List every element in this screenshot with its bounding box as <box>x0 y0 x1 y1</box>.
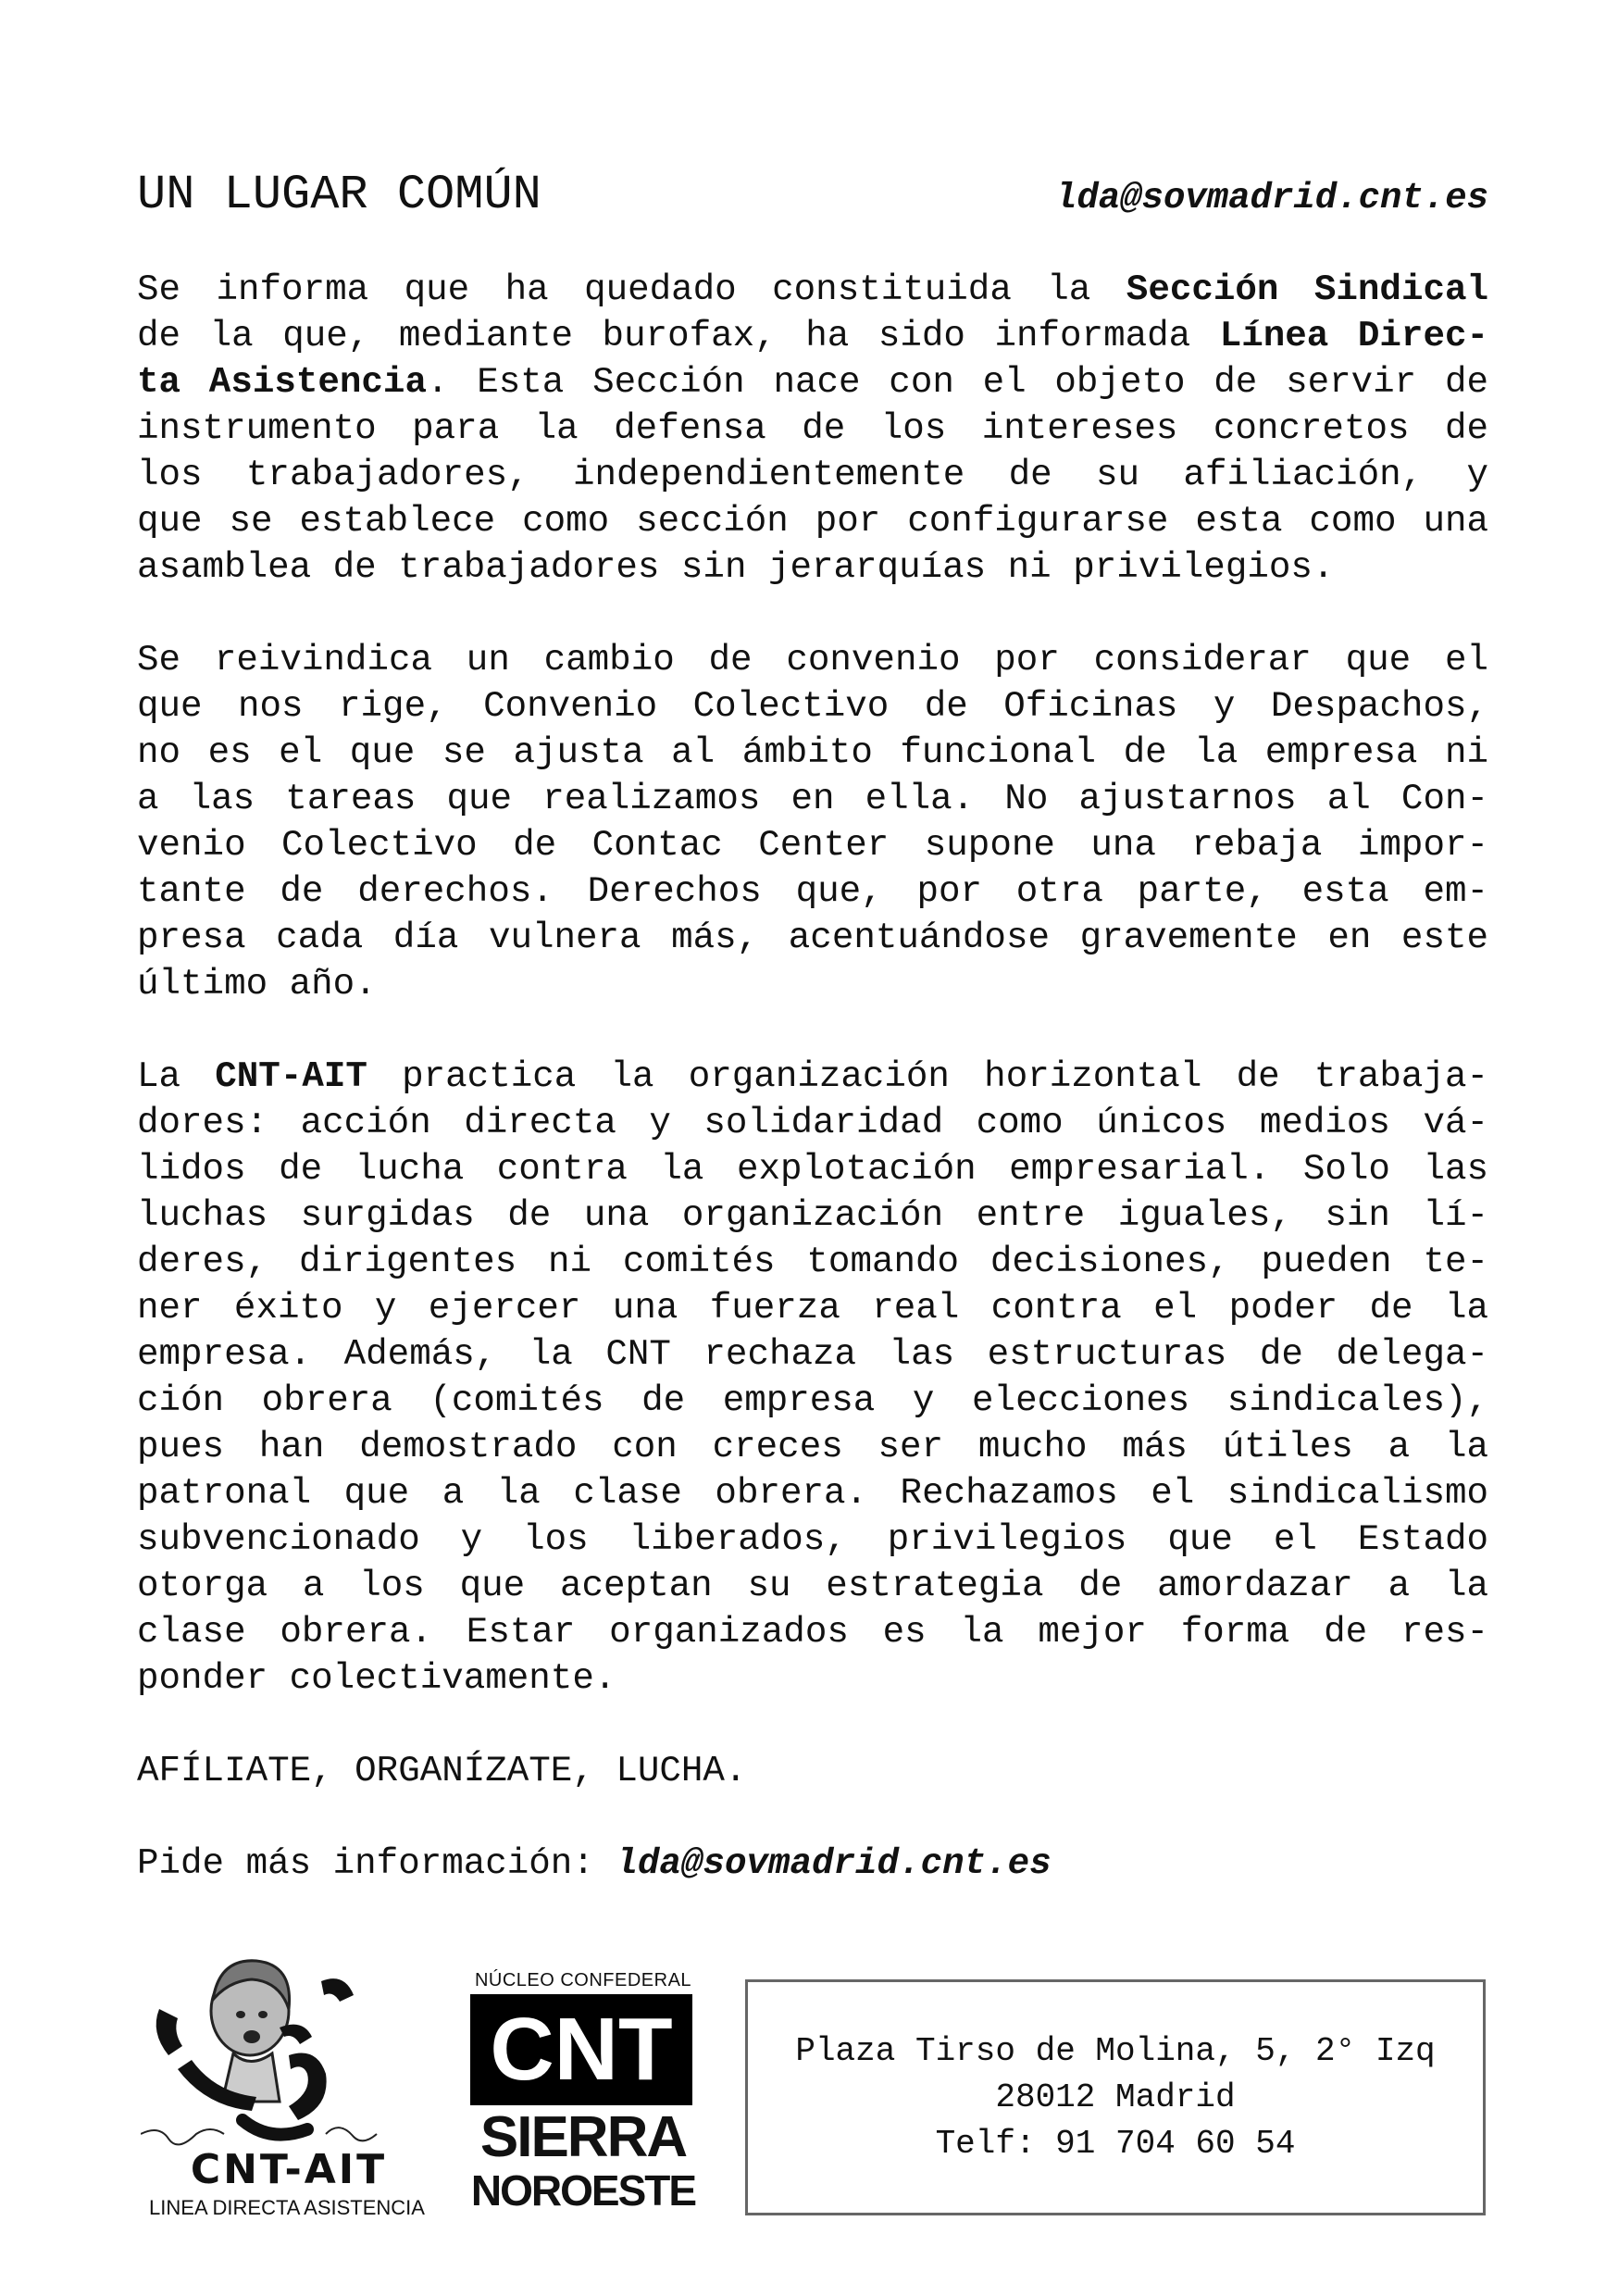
text-line <box>137 1609 1488 1655</box>
text-line <box>137 544 1488 591</box>
text-line <box>137 915 1488 961</box>
address-line2: 28012 Madrid <box>995 2078 1236 2116</box>
cnt-sierra-logo-mark-text: CNT <box>490 2000 673 2099</box>
text-segment: lidos de lucha contra la explotación empresarial. Solo las <box>137 1148 1488 1190</box>
text-line <box>137 730 1488 776</box>
text-line <box>137 1378 1488 1424</box>
cnt-sierra-logo-line2: NOROESTE <box>470 2166 696 2215</box>
cnt-sierra-logo-top: NÚCLEO CONFEDERAL <box>474 1970 692 1990</box>
text-segment: que se establece como sección por configurarse esta como una <box>137 500 1488 542</box>
text-segment: último año. <box>137 963 377 1004</box>
text-segment: venio Colectivo de Contac Center supone una rebaja impor- <box>137 824 1488 866</box>
text-segment: ner éxito y ejercer una fuerza real contra el poder de la <box>137 1287 1488 1329</box>
text-segment: a las tareas que realizamos en ella. No ajustarnos al Con- <box>137 778 1488 819</box>
text-segment: clase obrera. Estar organizados es la mejor forma de res- <box>137 1611 1488 1653</box>
text-line <box>137 868 1488 915</box>
paragraphs <box>137 267 1488 1702</box>
text-line <box>137 1424 1488 1470</box>
body-text <box>137 267 1488 1933</box>
text-line <box>137 822 1488 868</box>
text-segment: de la que, mediante burofax, ha sido informada <box>137 315 1220 356</box>
text-line <box>137 776 1488 822</box>
cnt-sierra-logo-mark <box>470 1994 692 2105</box>
text-line <box>137 1563 1488 1609</box>
header-email[interactable]: lda@sovmadrid.cnt.es <box>1054 178 1488 218</box>
paragraph <box>137 1054 1488 1702</box>
text-line <box>137 267 1488 313</box>
text-segment: . Esta Sección nace con el objeto de servir de <box>426 361 1488 403</box>
text-line <box>137 498 1488 544</box>
cnt-ait-logo-subtitle: LINEA DIRECTA ASISTENCIA <box>149 2196 425 2219</box>
text-segment: los trabajadores, independientemente de su afiliación, y <box>137 454 1488 495</box>
page-title: UN LUGAR COMÚN <box>137 168 541 222</box>
text-segment: otorga a los que aceptan su estrategia de amordazar a la <box>137 1565 1488 1606</box>
text-line <box>137 637 1488 683</box>
text-line <box>137 1655 1488 1702</box>
text-segment: no es el que se ajusta al ámbito funcional de la empresa ni <box>137 731 1488 773</box>
text-segment: instrumento para la defensa de los intereses concretos de <box>137 407 1488 449</box>
paragraph <box>137 637 1488 1007</box>
text-segment: tante de derechos. Derechos que, por otra parte, esta em- <box>137 870 1488 912</box>
info-email[interactable]: lda@sovmadrid.cnt.es <box>616 1842 1052 1884</box>
text-segment: ponder colectivamente. <box>137 1657 616 1699</box>
address-box <box>745 1979 1486 2215</box>
text-segment: Se reivindica un cambio de convenio por considerar que el <box>137 639 1488 680</box>
bold-text: CNT-AIT <box>215 1055 367 1097</box>
text-line <box>137 1331 1488 1378</box>
slogan: AFÍLIATE, ORGANÍZATE, LUCHA. <box>137 1750 747 1791</box>
text-line <box>137 961 1488 1007</box>
text-line <box>137 1192 1488 1239</box>
text-segment: que nos rige, Convenio Colectivo de Oficinas y Despachos, <box>137 685 1488 727</box>
text-segment: practica la organización horizontal de trabaja- <box>367 1055 1488 1097</box>
text-segment: pues han demostrado con creces ser mucho más útiles a la <box>137 1426 1488 1467</box>
text-line <box>137 406 1488 452</box>
text-line <box>137 1516 1488 1563</box>
text-segment: empresa. Además, la CNT rechaza las estructuras de delega- <box>137 1333 1488 1375</box>
text-segment: Se informa que ha quedado constituida la <box>137 268 1126 310</box>
page-header <box>137 163 1488 228</box>
address-line1: Plaza Tirso de Molina, 5, 2° Izq <box>795 2031 1436 2070</box>
address-phone: Telf: 91 704 60 54 <box>935 2124 1296 2163</box>
text-line <box>137 1239 1488 1285</box>
text-line <box>137 1470 1488 1516</box>
text-line <box>137 452 1488 498</box>
cnt-sierra-logo-line1: SIERRA <box>479 2105 687 2169</box>
text-segment: presa cada día vulnera más, acentuándose gravemente en este <box>137 917 1488 958</box>
text-segment: luchas surgidas de una organización entre iguales, sin lí- <box>137 1194 1488 1236</box>
text-segment: ción obrera (comités de empresa y elecciones sindicales), <box>137 1379 1488 1421</box>
text-segment: subvencionado y los liberados, privilegios que el Estado <box>137 1518 1488 1560</box>
bold-text: Línea Direc- <box>1219 315 1488 356</box>
text-segment: patronal que a la clase obrera. Rechazamos el sindicalismo <box>137 1472 1488 1514</box>
info-line <box>137 1841 1488 1887</box>
text-line <box>137 683 1488 730</box>
text-segment: asamblea de trabajadores sin jerarquías ni privilegios. <box>137 546 1335 588</box>
bold-text: ta Asistencia <box>137 361 427 403</box>
text-segment: La <box>137 1055 216 1097</box>
text-segment: dores: acción directa y solidaridad como únicos medios vá- <box>137 1102 1488 1143</box>
text-line <box>137 1100 1488 1146</box>
text-line <box>137 1054 1488 1100</box>
text-line <box>137 313 1488 359</box>
text-segment: deres, dirigentes ni comités tomando decisiones, pueden te- <box>137 1241 1488 1282</box>
info-prefix: Pide más información: <box>137 1842 616 1884</box>
bold-text: Sección Sindical <box>1126 268 1489 310</box>
text-line <box>137 359 1488 406</box>
text-line <box>137 1285 1488 1331</box>
text-line <box>137 1146 1488 1192</box>
cnt-ait-logo-name: CNT-AIT <box>190 2146 388 2193</box>
paragraph <box>137 267 1488 591</box>
